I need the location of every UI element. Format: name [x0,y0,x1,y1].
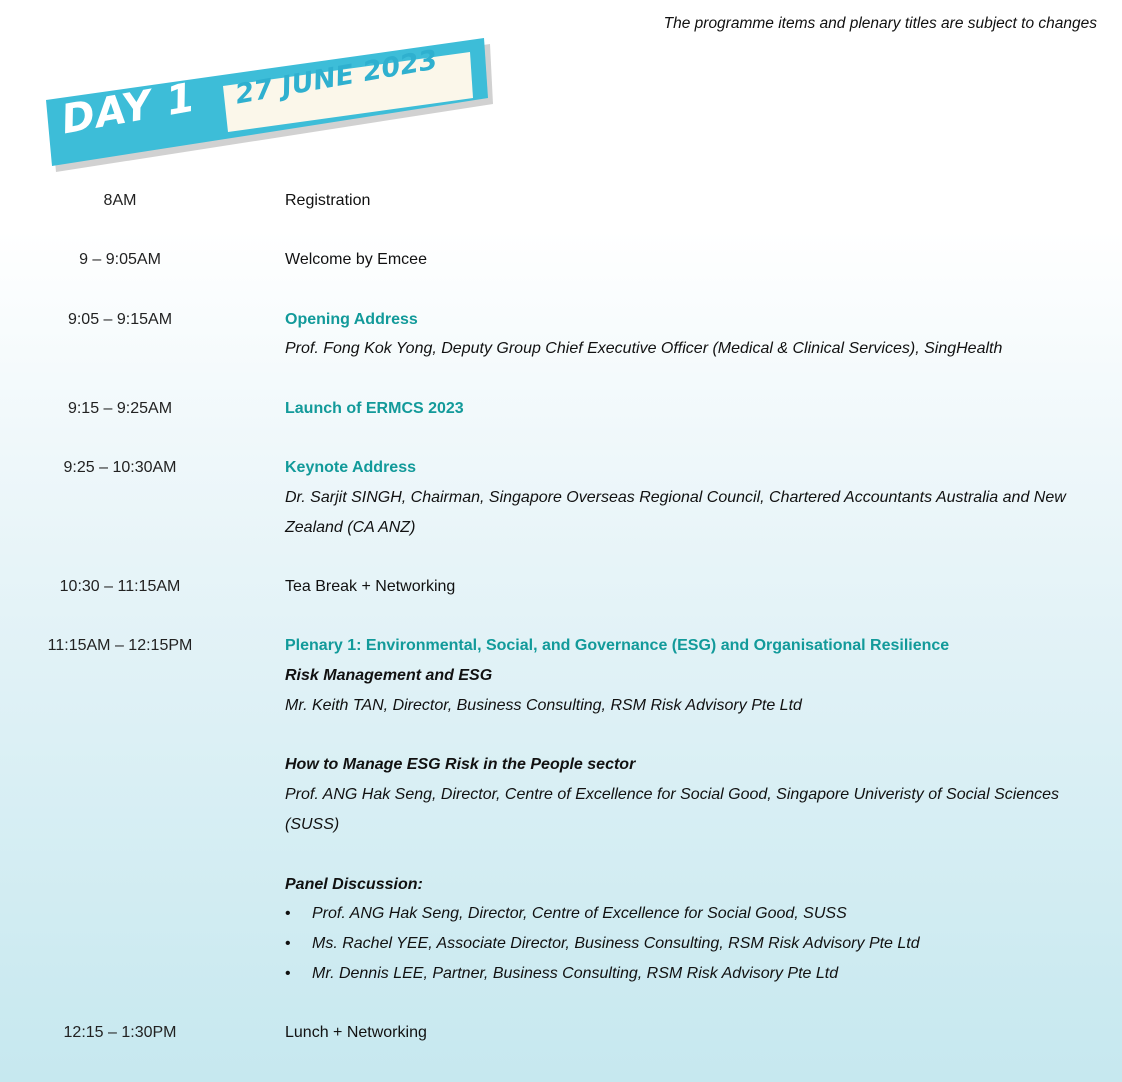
schedule-row-lunch [0,1018,1122,1048]
bullet-icon: • [285,964,291,982]
event-content [285,245,1085,275]
schedule-row-registration [0,186,1122,216]
day-label: DAY 1 [58,74,200,144]
time-slot: 12:15 – 1:30PM [63,1024,177,1042]
event-speaker: Dr. Sarjit SINGH, Chairman, Singapore Overseas Regional Council, Chartered Accountants Australia and New Zealand (CA ANZ) [285,488,1066,536]
panel-member-text: Ms. Rachel YEE, Associate Director, Business Consulting, RSM Risk Advisory Pte Ltd [312,935,920,953]
time-slot: 10:30 – 11:15AM [59,577,181,595]
panel-member [285,929,1085,959]
talk-title: How to Manage ESG Risk in the People sector [285,756,636,774]
time-slot: 11:15AM – 12:15PM [47,637,193,655]
event-content [285,394,1085,424]
event-content [285,631,1085,989]
event-content [285,1018,1085,1048]
time-slot: 8AM [103,192,137,209]
panel-member-text: Prof. ANG Hak Seng, Director, Centre of Excellence for Social Good, SUSS [312,905,847,923]
schedule-row-keynote [0,453,1122,542]
event-content [285,453,1085,542]
talk-speaker: Mr. Keith TAN, Director, Business Consulting, RSM Risk Advisory Pte Ltd [285,696,802,714]
bullet-icon: • [285,905,291,923]
event-title: Plenary 1: Environmental, Social, and Governance (ESG) and Organisational Resilience [285,637,950,655]
panel-member [285,899,1085,929]
time-slot: 9:25 – 10:30AM [63,458,177,476]
panel-member [285,959,1085,989]
event-speaker: Prof. Fong Kok Yong, Deputy Group Chief Executive Officer (Medical & Clinical Services), SingHealth [285,340,1003,358]
event-text: Registration [285,192,371,209]
schedule-row-welcome [0,245,1122,275]
schedule-row-launch [0,394,1122,424]
talk-title: Risk Management and ESG [285,666,493,684]
disclaimer-note: The programme items and plenary titles are subject to changes [663,15,1097,32]
event-content [285,305,1085,365]
time-slot: 9 – 9:05AM [79,251,161,269]
event-title: Opening Address [285,310,418,328]
panel-label: Panel Discussion: [285,875,423,893]
event-title: Launch of ERMCS 2023 [285,399,464,417]
schedule-row-opening-address [0,305,1122,365]
panel-member-text: Mr. Dennis LEE, Partner, Business Consulting, RSM Risk Advisory Pte Ltd [312,964,839,982]
event-title: Keynote Address [285,458,416,476]
bullet-icon: • [285,935,291,953]
event-text: Tea Break + Networking [285,577,456,595]
time-slot: 9:15 – 9:25AM [67,399,173,417]
time-slot: 9:05 – 9:15AM [67,310,173,328]
event-content [285,186,1085,216]
event-text: Lunch + Networking [285,1024,427,1042]
schedule-row-tea-break [0,572,1122,602]
event-text: Welcome by Emcee [285,251,427,269]
date-label: 27 JUNE 2023 [233,44,440,111]
schedule-row-plenary-1 [0,631,1122,989]
talk-speaker: Prof. ANG Hak Seng, Director, Centre of Excellence for Social Good, Singapore Univeristy of Social Sciences (SUSS) [285,786,1059,833]
event-content [285,572,1085,602]
schedule [0,186,1122,1078]
